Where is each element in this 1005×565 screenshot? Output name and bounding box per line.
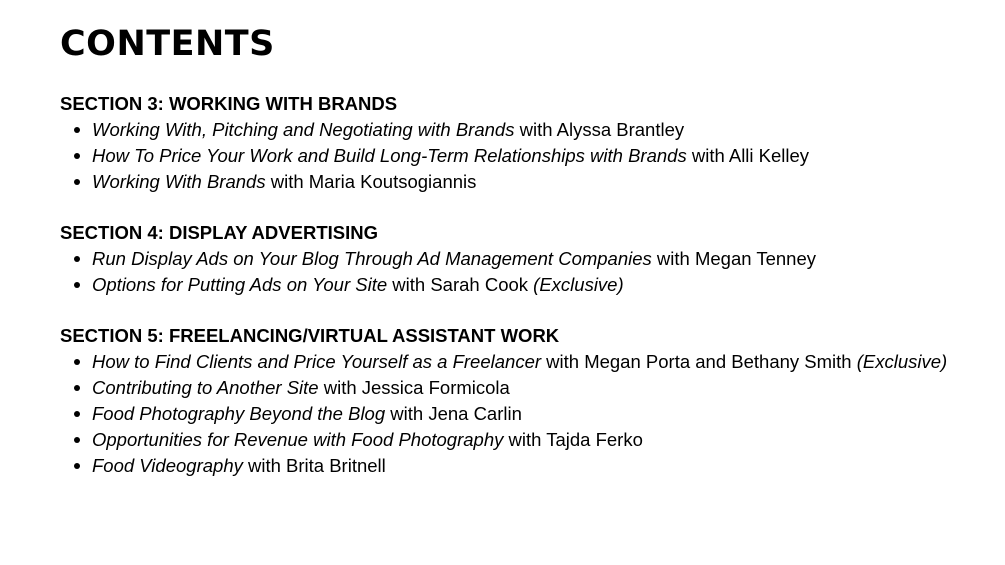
list-item xyxy=(60,375,990,401)
item-author: with Tajda Ferko xyxy=(503,429,643,450)
item-title: How To Price Your Work and Build Long-Term Relationships with Brands xyxy=(92,145,687,166)
list-item xyxy=(60,117,990,143)
list-item xyxy=(60,143,990,169)
item-author: with Jessica Formicola xyxy=(318,377,510,398)
bullet-icon xyxy=(74,385,80,391)
section-4 xyxy=(60,221,990,298)
item-author: with Maria Koutsogiannis xyxy=(265,171,477,192)
section-heading: SECTION 3: WORKING WITH BRANDS xyxy=(60,93,398,114)
item-title: How to Find Clients and Price Yourself as a Freelancer xyxy=(92,351,542,372)
bullet-icon xyxy=(74,359,80,365)
bullet-icon xyxy=(74,463,80,469)
bullet-icon xyxy=(74,411,80,417)
item-author: with Megan Tenney xyxy=(651,248,816,269)
list-item xyxy=(60,349,990,375)
section-3 xyxy=(60,92,990,195)
section-item-list xyxy=(60,246,990,298)
item-author: with Jena Carlin xyxy=(385,403,522,424)
contents-page xyxy=(60,22,990,505)
bullet-icon xyxy=(74,127,80,133)
bullet-icon xyxy=(74,256,80,262)
item-title: Working With Brands xyxy=(92,171,266,192)
bullet-icon xyxy=(74,437,80,443)
section-item-list xyxy=(60,349,990,479)
item-author: with Brita Britnell xyxy=(242,455,386,476)
list-item xyxy=(60,401,990,427)
item-author: with Alyssa Brantley xyxy=(514,119,685,140)
item-title: Run Display Ads on Your Blog Through Ad Management Companies xyxy=(92,248,652,269)
section-heading: SECTION 5: FREELANCING/VIRTUAL ASSISTANT WORK xyxy=(60,325,560,346)
item-note: (Exclusive) xyxy=(533,274,624,295)
item-title: Food Photography Beyond the Blog xyxy=(92,403,386,424)
item-author: with Alli Kelley xyxy=(686,145,810,166)
bullet-icon xyxy=(74,282,80,288)
item-title: Options for Putting Ads on Your Site xyxy=(92,274,388,295)
section-5 xyxy=(60,324,990,479)
item-title: Food Videography xyxy=(92,455,243,476)
item-title: Working With, Pitching and Negotiating with Brands xyxy=(92,119,515,140)
list-item xyxy=(60,453,990,479)
list-item xyxy=(60,169,990,195)
list-item xyxy=(60,427,990,453)
list-item xyxy=(60,272,990,298)
item-title: Opportunities for Revenue with Food Photography xyxy=(92,429,504,450)
item-title: Contributing to Another Site xyxy=(92,377,319,398)
bullet-icon xyxy=(74,153,80,159)
list-item xyxy=(60,246,990,272)
item-author: with Sarah Cook xyxy=(387,274,534,295)
section-item-list xyxy=(60,117,990,195)
bullet-icon xyxy=(74,179,80,185)
item-author: with Megan Porta and Bethany Smith xyxy=(541,351,857,372)
page-title: CONTENTS xyxy=(60,24,275,64)
section-heading: SECTION 4: DISPLAY ADVERTISING xyxy=(60,222,378,243)
item-note: (Exclusive) xyxy=(856,351,948,372)
